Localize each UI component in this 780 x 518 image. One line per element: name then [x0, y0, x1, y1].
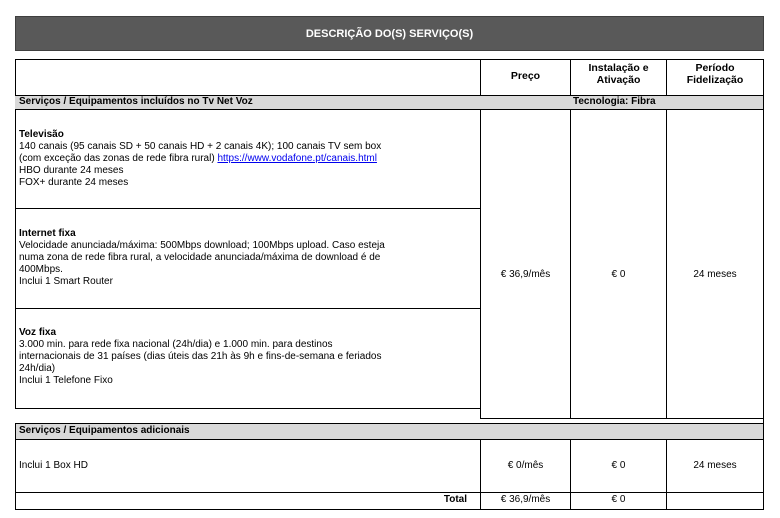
total-label: Total: [443, 494, 467, 505]
section1-technology: Tecnologia: Fibra: [573, 96, 656, 107]
section1-period: 24 meses: [693, 269, 737, 280]
internet-line3: 400Mbps.: [19, 264, 63, 275]
section1-install: € 0: [611, 269, 626, 280]
tv-block: [19, 129, 477, 189]
tv-line1: 140 canais (95 canais SD + 50 canais HD + 2 canais 4K); 100 canais TV sem box: [19, 141, 382, 152]
voice-line4: Inclui 1 Telefone Fixo: [19, 375, 113, 386]
page-title-text: DESCRIÇÃO DO(S) SERVIÇO(S): [305, 27, 474, 40]
section2-price: € 0/mês: [507, 460, 544, 471]
internet-line1: Velocidade anunciada/máxima: 500Mbps download; 100Mbps upload. Caso esteja: [19, 240, 385, 251]
internet-line2: numa zona de rede fibra rural, a velocidade anunciada/máxima de download é de: [19, 252, 381, 263]
section1-label: Serviços / Equipamentos incluídos no Tv Net Voz: [19, 96, 253, 107]
internet-heading: Internet fixa: [19, 228, 76, 239]
section1-price: € 36,9/mês: [500, 269, 551, 280]
tv-heading: Televisão: [19, 129, 64, 140]
section2-period: 24 meses: [693, 460, 737, 471]
col-header-price: Preço: [510, 70, 541, 82]
voice-line2: internacionais de 31 países (dias úteis das 21h às 9h e fins-de-semana e feriados: [19, 351, 382, 362]
internet-line4: Inclui 1 Smart Router: [19, 276, 113, 287]
total-price: € 36,9/mês: [500, 494, 551, 505]
tv-line2: (com exceção das zonas de rede fibra rural) https://www.vodafone.pt/canais.html: [19, 153, 377, 164]
tv-line4: FOX+ durante 24 meses: [19, 177, 129, 188]
voice-line3: 24h/dia): [19, 363, 56, 374]
voice-block: [19, 327, 477, 387]
page-title: [15, 16, 764, 51]
voice-heading: Voz fixa: [19, 327, 57, 338]
section2-item: Inclui 1 Box HD: [19, 460, 88, 471]
total-install: € 0: [611, 494, 626, 505]
channels-link[interactable]: https://www.vodafone.pt/canais.html: [217, 153, 377, 164]
voice-line1: 3.000 min. para rede fixa nacional (24h/dia) e 1.000 min. para destinos: [19, 339, 333, 350]
internet-block: [19, 228, 477, 288]
tv-line3: HBO durante 24 meses: [19, 165, 124, 176]
section2-install: € 0: [611, 460, 626, 471]
col-header-install: Instalação e Ativação: [588, 62, 649, 86]
col-header-period: Período Fidelização: [686, 62, 744, 86]
section2-label: Serviços / Equipamentos adicionais: [19, 425, 190, 436]
